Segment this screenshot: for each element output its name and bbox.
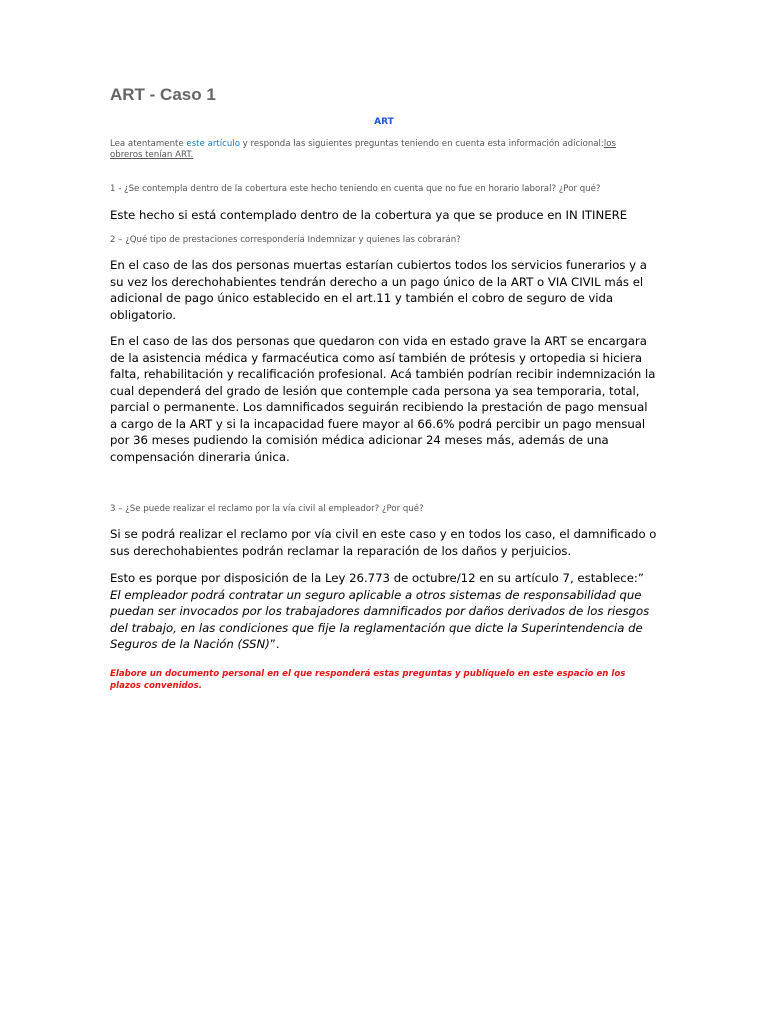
intro-middle: y responda las siguientes preguntas teniendo en cuenta esta información adicional: bbox=[239, 139, 604, 149]
instruction-note: Elabore un documento personal en el que responderá estas preguntas y publíquelo en este espacio en los plazos convenidos. bbox=[110, 669, 626, 691]
answer-2-paragraph-2: En el caso de las dos personas que quedaron con vida en estado grave la ART se encargara de la asistencia médica y farmacéutica como así también de prótesis y ortopedia si hiciera falta, rehabilitación y recalificación profesional. Acá también podrían recibir indemnización la cual dependerá del grado de lesión que contemple cada persona ya sea temporaria, total, parcial o permanente. Los damnificados seguirán recibiendo la prestación de pago mensual a cargo de la ART y si la incapacidad fuere mayor al 66.6% podrá percibir un pago mensual por 36 meses pudiendo la comisión médica adicionar 24 meses más, además de una compensación dineraria única. bbox=[110, 334, 656, 464]
article-link[interactable]: este artículo bbox=[186, 139, 240, 149]
answer-2-paragraph-1: En el caso de las dos personas muertas estarían cubiertos todos los servicios funerarios y a su vez los derechohabientes tendrán derecho a un pago único de la ART o VIA CIVIL más el adicional de pago único establecido en el art.11 y también el cobro de seguro de vida obligatorio. bbox=[110, 258, 647, 322]
answer-3-paragraph-2 bbox=[110, 570, 658, 653]
answer-1: Este hecho si está contemplado dentro de la cobertura ya que se produce en IN ITINERE bbox=[110, 208, 628, 222]
intro-paragraph bbox=[110, 139, 650, 161]
answer-3-paragraph-1: Si se podrá realizar el reclamo por vía civil en este caso y en todos los caso, el damnificado o sus derechohabientes podrán reclamar la reparación de los daños y perjuicios. bbox=[110, 527, 657, 558]
question-1: 1 - ¿Se contempla dentro de la cobertura este hecho teniendo en cuenta que no fue en horario laboral? ¿Por qué? bbox=[110, 184, 601, 194]
page-subtitle: ART bbox=[374, 117, 394, 127]
question-3: 3 – ¿Se puede realizar el reclamo por la vía civil al empleador? ¿Por qué? bbox=[110, 504, 424, 514]
law-quote: El empleador podrá contratar un seguro aplicable a otros sistemas de responsabilidad que puedan ser invocados por los trabajadores damnificados por daños derivados de los riesgos del trabajo, en las condiciones que fije la reglamentación que dicte la Superintendencia de Seguros de la Nación (SSN) bbox=[110, 587, 650, 651]
intro-prefix: Lea atentamente bbox=[110, 139, 187, 149]
intro-underlined-text: los obreros tenían ART. bbox=[110, 139, 616, 160]
page-title: ART - Caso 1 bbox=[110, 85, 216, 104]
question-2: 2 – ¿Qué tipo de prestaciones correspondería Indemnizar y quienes las cobrarán? bbox=[110, 235, 461, 245]
answer-3-end: ”. bbox=[269, 637, 280, 651]
answer-3-plain-text: Esto es porque por disposición de la Ley 26.773 de octubre/12 en su artículo 7, establece:” bbox=[110, 571, 644, 585]
